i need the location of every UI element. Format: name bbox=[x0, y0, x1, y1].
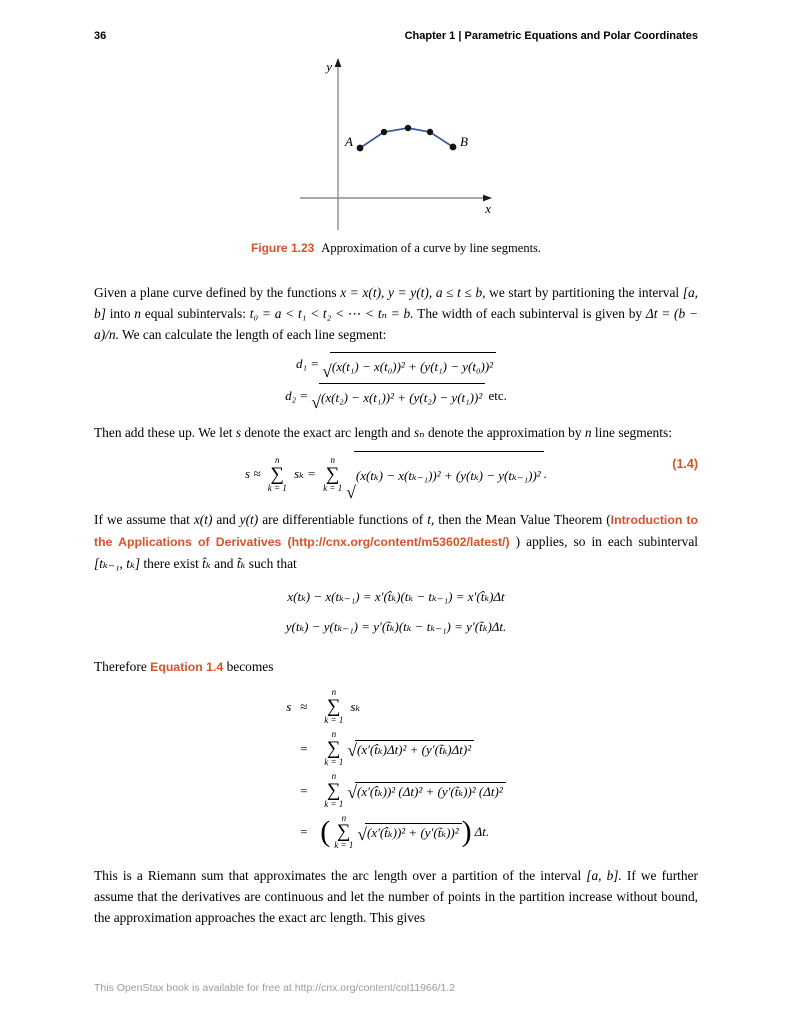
sum-lower-limit: k = 1 bbox=[324, 798, 344, 809]
sqrt-radical bbox=[322, 352, 496, 379]
equation-d2 bbox=[94, 383, 698, 411]
sigma-icon: ∑ bbox=[327, 695, 341, 717]
equation-lhs: d₂ = bbox=[285, 387, 312, 403]
sqrt-radical bbox=[346, 451, 543, 499]
summation bbox=[323, 456, 342, 494]
text-segment: , then the Mean Value Theorem ( bbox=[430, 512, 611, 528]
sigma-icon: ∑ bbox=[270, 464, 285, 486]
x-axis-label: x bbox=[485, 201, 491, 216]
inline-math: t₀ = a < t₁ < t₂ < ⋯ < tₙ = b. bbox=[249, 306, 414, 321]
relation-sign: ≈ bbox=[300, 698, 308, 714]
equation-lhs: s ≈ bbox=[245, 466, 264, 482]
inline-math: x(t) bbox=[193, 512, 213, 528]
sqrt-radical bbox=[357, 823, 461, 841]
figure-1-23 bbox=[94, 56, 698, 256]
sum-lower-limit: k = 1 bbox=[267, 483, 287, 494]
relation-sign: = bbox=[300, 782, 308, 798]
inline-math: s bbox=[235, 425, 242, 441]
sigma-icon: ∑ bbox=[327, 779, 341, 801]
summation bbox=[324, 772, 343, 810]
sum-lower-limit: k = 1 bbox=[334, 840, 354, 851]
summation bbox=[268, 456, 287, 494]
sum-upper-limit: n bbox=[330, 455, 335, 466]
sum-upper-limit: n bbox=[275, 455, 280, 466]
sigma-icon: ∑ bbox=[325, 464, 340, 486]
summation bbox=[324, 688, 343, 726]
inline-math: y(t) bbox=[239, 512, 259, 528]
text-segment: If we further assume that the derivatives are continuous and let the number of points in the partition increase without bound, the approximation approaches the exact arc length. This gives bbox=[94, 868, 698, 926]
sum-upper-limit: n bbox=[331, 770, 337, 781]
radicand: √ (x(tₖ) − x(tₖ₋₁))² + (y(tₖ) − y(tₖ₋₁))² bbox=[354, 451, 544, 499]
equation-number: (1.4) bbox=[672, 457, 698, 472]
sum-upper-limit: n bbox=[331, 728, 337, 739]
equation-mvt-y: y(tₖ) − y(tₖ₋₁) = y′(t̃ₖ)(tₖ − tₖ₋₁) = y′(t̃ₖ)Δt. bbox=[285, 619, 507, 635]
equation-segment-lengths bbox=[94, 351, 698, 410]
equation-tail: Δt. bbox=[474, 824, 490, 840]
inline-math: n bbox=[584, 425, 592, 441]
text-segment: denote the approximation by bbox=[424, 425, 585, 441]
radicand: √ (x′(t̂ₖ)Δt)² + (y′(t̃ₖ)Δt)² bbox=[355, 740, 474, 758]
paragraph-mean-value-theorem bbox=[94, 509, 698, 574]
text-segment: and bbox=[210, 556, 237, 572]
radicand: √ (x(t₂) − x(t₁))² + (y(t₂) − y(t₁))² bbox=[319, 383, 485, 410]
curve bbox=[360, 128, 453, 148]
curve-point bbox=[381, 129, 387, 135]
text-segment: denote the exact arc length and bbox=[241, 425, 414, 441]
curve-point bbox=[427, 129, 433, 135]
text-segment: line segments: bbox=[591, 425, 672, 441]
sigma-icon: ∑ bbox=[337, 821, 351, 843]
text-segment: such that bbox=[245, 556, 297, 572]
equation-suffix: . bbox=[543, 466, 547, 482]
equation-mvt bbox=[94, 582, 698, 642]
curve-point bbox=[357, 145, 364, 152]
paragraph-riemann-sum bbox=[94, 865, 698, 928]
text-segment: we start by partitioning the interval bbox=[485, 285, 683, 300]
inline-math: t̃ₖ bbox=[236, 556, 246, 572]
curve-point bbox=[405, 125, 411, 131]
radicand: √ (x(t₁) − x(t₀))² + (y(t₁) − y(t₀))² bbox=[330, 352, 496, 379]
text-segment: equal subintervals: bbox=[141, 306, 250, 321]
paragraph-intro bbox=[94, 282, 698, 345]
y-axis-label: y bbox=[326, 59, 332, 74]
summation bbox=[334, 814, 353, 852]
text-segment: becomes bbox=[223, 659, 274, 675]
page-footer: This OpenStax book is available for free at http://cnx.org/content/col11966/1.2 bbox=[94, 982, 456, 994]
equation-lhs: d₁ = bbox=[295, 356, 323, 371]
page-header bbox=[94, 30, 698, 42]
sum-upper-limit: n bbox=[331, 687, 337, 698]
text-segment: If we assume that bbox=[94, 512, 194, 528]
inline-math: [tₖ₋₁, tₖ] bbox=[94, 556, 141, 572]
radicand: √ (x′(t̂ₖ))² + (y′(t̃ₖ))² bbox=[365, 823, 462, 841]
radicand: √ (x′(t̂ₖ))² (Δt)² + (y′(t̃ₖ))² (Δt)² bbox=[355, 782, 506, 800]
inline-math: sₙ bbox=[413, 425, 425, 441]
sum-lower-limit: k = 1 bbox=[323, 483, 343, 494]
paragraph-therefore bbox=[94, 656, 698, 678]
summation bbox=[324, 730, 343, 768]
derivation-row-4: = ( n ∑ k = 1 √ (x′(t̂ₖ))² + (y′(t̃ₖ))² ) Δt. bbox=[286, 814, 505, 852]
inline-math: Δt = (b − a)/n. bbox=[94, 306, 698, 342]
inline-math: t bbox=[427, 512, 431, 528]
relation-sign: = bbox=[300, 824, 308, 840]
text-segment: Therefore bbox=[94, 659, 151, 675]
text-segment: are differentiable functions of bbox=[258, 512, 428, 528]
text-segment: ) applies, so in each subinterval bbox=[509, 534, 698, 550]
inline-math: [a, b] bbox=[94, 285, 699, 321]
sum-upper-limit: n bbox=[341, 812, 347, 823]
point-b-label: B bbox=[460, 134, 468, 149]
point-a-label: A bbox=[345, 134, 353, 149]
text-segment: Then add these up. We let bbox=[94, 425, 236, 441]
curve-point bbox=[450, 144, 457, 151]
text-segment: Given a plane curve defined by the functions bbox=[94, 285, 341, 300]
sigma-icon: ∑ bbox=[327, 737, 341, 759]
equation-1-4-body bbox=[94, 451, 698, 499]
equation-d1 bbox=[94, 351, 698, 379]
sqrt-radical bbox=[347, 782, 505, 800]
equation-mid: sₖ = bbox=[290, 466, 320, 482]
equation-tail: sₖ bbox=[350, 698, 361, 714]
paragraph-add-up bbox=[94, 422, 698, 443]
inline-math: [a, b]. bbox=[586, 868, 622, 884]
figure-caption bbox=[94, 241, 698, 256]
link-introduction-applications-derivatives[interactable]: Introduction to the Applications of Derivatives (http://cnx.org/content/m53602/latest/) bbox=[94, 513, 698, 550]
chapter-title: Chapter 1 | Parametric Equations and Polar Coordinates bbox=[404, 30, 698, 42]
derivation-row-2 bbox=[286, 730, 505, 768]
curve-plot bbox=[296, 56, 496, 234]
relation-sign: = bbox=[300, 740, 308, 756]
derivation-row-3 bbox=[286, 772, 505, 810]
figure-caption-text: Approximation of a curve by line segments. bbox=[321, 241, 542, 255]
inline-math: x = x(t), y = y(t), a ≤ t ≤ b, bbox=[340, 285, 486, 300]
equation-1-4 bbox=[94, 451, 698, 499]
inline-math: n bbox=[134, 306, 141, 321]
equation-suffix: etc. bbox=[485, 387, 507, 403]
text-segment: This is a Riemann sum that approximates the arc length over a partition of the interval bbox=[94, 868, 587, 884]
sqrt-radical bbox=[311, 383, 485, 410]
derivation-row-1 bbox=[286, 688, 505, 726]
sum-lower-limit: k = 1 bbox=[324, 756, 344, 767]
equation-mvt-x: x(tₖ) − x(tₖ₋₁) = x′(t̂ₖ)(tₖ − tₖ₋₁) = x′(t̂ₖ)Δt bbox=[287, 589, 505, 605]
link-equation-1-4[interactable]: Equation 1.4 bbox=[150, 660, 224, 675]
text-segment: into bbox=[105, 306, 135, 321]
sum-lower-limit: k = 1 bbox=[324, 714, 344, 725]
equation-lhs: s bbox=[286, 698, 292, 714]
page-number: 36 bbox=[94, 30, 107, 42]
text-segment: there exist bbox=[140, 556, 203, 572]
inline-math: t̂ₖ bbox=[202, 556, 211, 572]
text-segment: We can calculate the length of each line segment: bbox=[118, 327, 387, 342]
figure-label: Figure 1.23 bbox=[250, 241, 315, 255]
sqrt-radical bbox=[347, 740, 474, 758]
text-segment: The width of each subinterval is given by bbox=[413, 306, 646, 321]
y-axis-arrow-icon bbox=[335, 58, 342, 67]
equation-derivation bbox=[286, 688, 505, 851]
text-segment: and bbox=[212, 512, 240, 528]
